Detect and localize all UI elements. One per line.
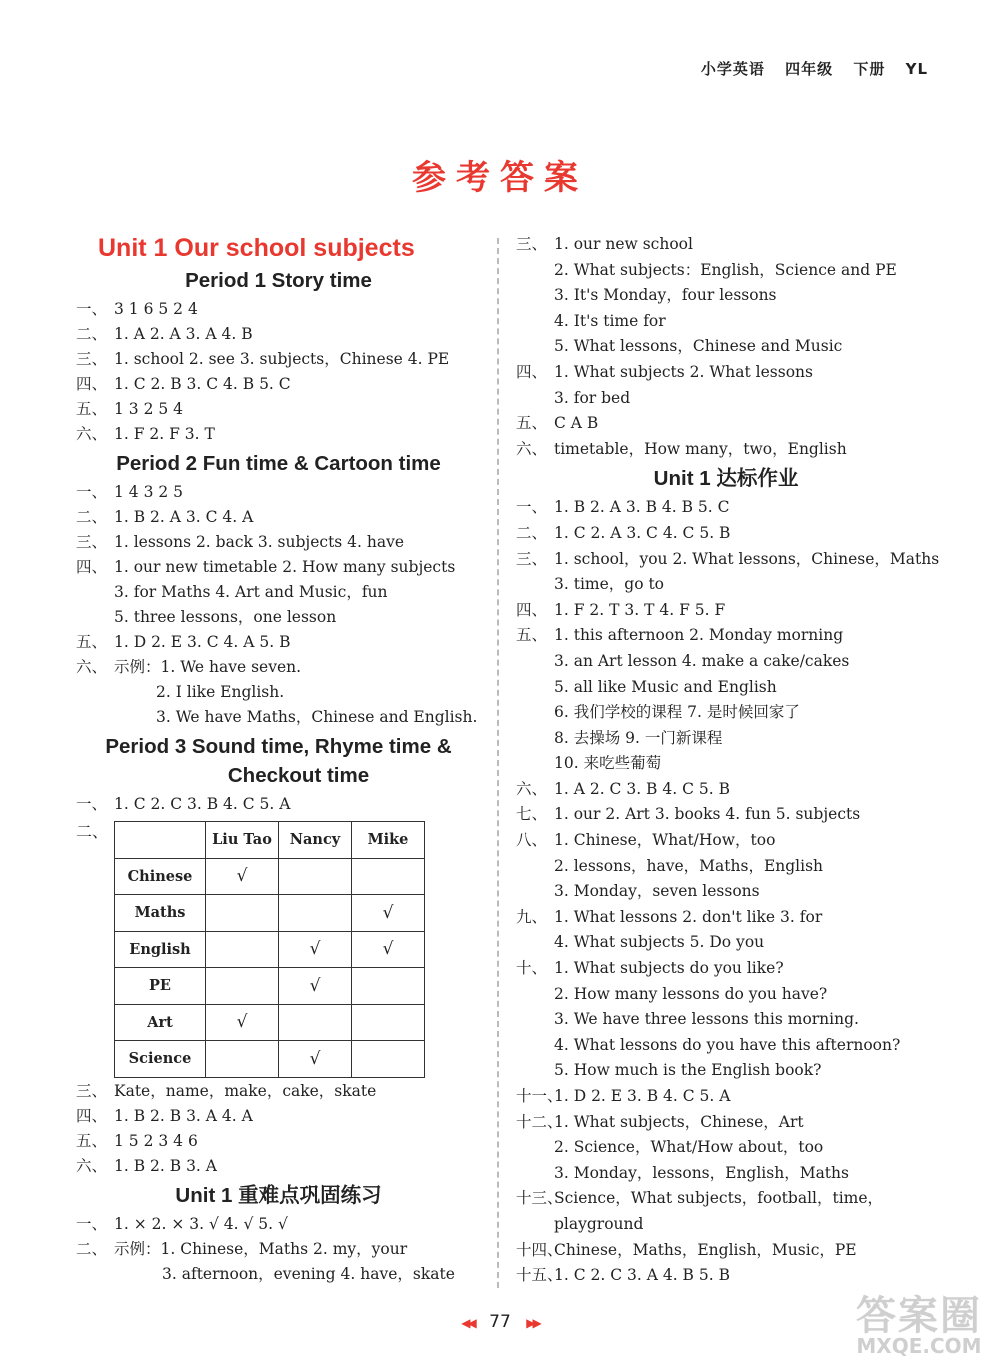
answer-text: 1. A 2. C 3. B 4. C 5. B <box>554 779 730 798</box>
answer-row <box>76 480 481 505</box>
table-header-cell <box>115 822 206 859</box>
answer-label: 五、 <box>76 400 108 418</box>
table-check-cell <box>352 1041 425 1078</box>
answer-row <box>76 372 481 397</box>
right-column <box>516 232 940 1289</box>
answer-row <box>516 751 936 777</box>
answer-label: 二、 <box>76 508 108 526</box>
answer-label: 一、 <box>516 498 548 517</box>
header-subject: 小学英语 <box>700 60 765 78</box>
answer-label: 一、 <box>76 300 108 318</box>
answer-text: 2. lessons，have，Maths，English <box>554 856 824 875</box>
answer-row <box>516 1135 936 1161</box>
answer-text: timetable，How many，two，English <box>554 439 847 458</box>
page-number <box>0 1312 1000 1332</box>
answer-label: 七、 <box>516 805 548 824</box>
answer-row <box>76 322 481 347</box>
answer-row <box>76 680 481 705</box>
watermark-line1: 答案圈 <box>856 1293 982 1339</box>
period1-title: Period 1 Story time <box>185 269 372 292</box>
header-volume: 下册 <box>853 60 886 78</box>
answer-text: 1. B 2. B 3. A <box>114 1157 217 1175</box>
header-grade: 四年级 <box>785 60 834 78</box>
answer-label: 三、 <box>76 533 108 551</box>
answer-row <box>76 422 481 447</box>
answer-text: 4. It's time for <box>554 311 666 330</box>
answer-row <box>76 580 481 605</box>
answer-row <box>516 334 936 360</box>
answer-label: 三、 <box>516 549 548 568</box>
answer-row <box>516 1110 936 1136</box>
table-check-cell: √ <box>206 1004 279 1041</box>
answer-row <box>516 879 936 905</box>
answer-label: 二、 <box>516 523 548 542</box>
answer-row <box>516 956 936 982</box>
answer-row <box>76 1079 481 1104</box>
watermark-logo <box>856 1293 982 1358</box>
answer-text: 1. this afternoon 2. Monday morning <box>554 626 844 645</box>
answer-text: playground <box>554 1214 644 1233</box>
table-row <box>115 931 425 968</box>
table-body <box>115 858 425 1077</box>
answer-text: 2. Science，What/How about，too <box>554 1138 824 1157</box>
answer-label: 六、 <box>516 779 548 798</box>
answer-text: 4. What subjects 5. Do you <box>554 933 765 952</box>
table-check-cell: √ <box>279 968 352 1005</box>
answer-text: C A B <box>554 414 599 433</box>
answer-text: 2. How many lessons do you have? <box>554 984 828 1003</box>
answer-text: 1. F 2. F 3. T <box>114 425 215 443</box>
table-row <box>115 895 425 932</box>
page-title: 参考答案 <box>412 158 588 198</box>
answer-label: 十一、 <box>516 1087 563 1105</box>
answer-text: 示例：1. We have seven. <box>114 658 302 676</box>
answer-row <box>516 547 940 573</box>
answer-text: 10. 来吃些葡萄 <box>554 754 662 773</box>
answer-label: 十、 <box>516 959 548 978</box>
table-header-row <box>115 822 425 859</box>
answer-text: 1. our new timetable 2. How many subjects <box>114 558 456 576</box>
answer-text: Chinese，Maths，English，Music，PE <box>554 1240 857 1259</box>
answer-text: 5. all like Music and English <box>554 677 777 696</box>
answer-text: 1. lessons 2. back 3. subjects 4. have <box>114 533 405 551</box>
answer-text: 3. afternoon，evening 4. have，skate <box>162 1265 455 1283</box>
page-number-text: 77 <box>489 1312 511 1332</box>
table-check-cell <box>352 1004 425 1041</box>
answer-text: 2. I like English. <box>156 683 285 701</box>
page-header <box>687 58 928 79</box>
answer-row <box>516 1263 936 1289</box>
answer-label: 三、 <box>76 1082 108 1100</box>
answer-label: 五、 <box>76 633 108 651</box>
answer-text: 1. C 2. B 3. C 4. B 5. C <box>114 375 291 393</box>
answer-text: 1. What subjects 2. What lessons <box>554 362 813 381</box>
watermark-line2: MXQE.COM <box>856 1334 982 1358</box>
answer-text: Kate，name，make，cake，skate <box>114 1082 377 1100</box>
column-divider <box>497 238 499 1288</box>
period3-title <box>76 732 481 790</box>
table-check-cell <box>206 895 279 932</box>
answer-row <box>516 802 936 828</box>
answer-row <box>516 777 936 803</box>
answer-label: 四、 <box>76 375 108 393</box>
answer-label: 五、 <box>516 626 548 645</box>
answer-label: 四、 <box>516 362 548 381</box>
period3-answers <box>76 1079 481 1179</box>
answer-row <box>76 705 481 730</box>
answer-text: 1. What lessons 2. don't like 3. for <box>554 907 823 926</box>
checkout-table <box>114 821 425 1078</box>
answer-text: 1. B 2. B 3. A 4. A <box>114 1107 253 1125</box>
answer-label: 二、 <box>76 822 109 841</box>
table-subject-cell: Chinese <box>115 858 206 895</box>
answer-label: 四、 <box>76 558 108 576</box>
unit-title: Unit 1 Our school subjects <box>98 234 415 262</box>
answer-text: 1 4 3 2 5 <box>114 483 184 501</box>
answer-row <box>516 700 936 726</box>
table-check-cell <box>352 858 425 895</box>
answer-label: 五、 <box>76 1132 108 1150</box>
answer-text: 示例：1. Chinese，Maths 2. my，your <box>114 1240 408 1258</box>
table-subject-cell: English <box>115 931 206 968</box>
answer-label: 十三、 <box>516 1189 563 1208</box>
table-check-cell: √ <box>352 895 425 932</box>
answer-label: 二、 <box>76 1240 108 1258</box>
answer-row <box>516 854 936 880</box>
answer-text: 3. We have Maths，Chinese and English. <box>156 708 478 726</box>
answer-text: 1. C 2. A 3. C 4. C 5. B <box>554 523 731 542</box>
answer-row <box>76 297 481 322</box>
review-answers <box>76 1212 481 1287</box>
answer-label: 六、 <box>76 1157 108 1175</box>
table-check-cell <box>352 968 425 1005</box>
period3-remaining-answers <box>516 232 936 462</box>
table-subject-cell: Maths <box>115 895 206 932</box>
answer-row <box>76 530 481 555</box>
test-answers <box>516 495 940 1288</box>
answer-row <box>516 1238 936 1264</box>
answer-text: 3. for Maths 4. Art and Music，fun <box>114 583 388 601</box>
next-arrows-icon: ▶▶ <box>526 1316 539 1330</box>
answer-row <box>76 792 481 817</box>
table-subject-cell: Science <box>115 1041 206 1078</box>
answer-text: 3. Monday，seven lessons <box>554 882 760 901</box>
answer-row <box>516 905 936 931</box>
answer-label: 五、 <box>516 414 548 433</box>
answer-row <box>516 982 936 1008</box>
answer-row <box>516 623 936 649</box>
answer-row <box>516 437 936 463</box>
answer-row <box>76 655 481 680</box>
table-check-cell: √ <box>352 931 425 968</box>
table-header-cell: Liu Tao <box>206 822 279 859</box>
table-check-cell <box>279 895 352 932</box>
period2-title: Period 2 Fun time & Cartoon time <box>116 452 441 475</box>
answer-text: 1. What subjects do you like? <box>554 959 784 978</box>
table-check-cell <box>206 968 279 1005</box>
answer-text: 3. Monday，lessons，English，Maths <box>554 1163 849 1182</box>
answer-text: 3 1 6 5 2 4 <box>114 300 198 318</box>
answer-row <box>516 675 936 701</box>
table-header-cell: Mike <box>352 822 425 859</box>
answer-text: 1. D 2. E 3. B 4. C 5. A <box>554 1087 731 1105</box>
answer-row <box>516 1033 936 1059</box>
table-check-cell <box>206 931 279 968</box>
answer-text: 3. It's Monday，four lessons <box>554 286 777 305</box>
answer-label: 十四、 <box>516 1240 563 1259</box>
answer-row <box>516 1212 936 1238</box>
period3-title-line1: Period 3 Sound time, Rhyme time & <box>105 735 452 758</box>
table-subject-cell: Art <box>115 1004 206 1041</box>
table-row <box>115 968 425 1005</box>
answer-text: 8. 去操场 9. 一门新课程 <box>554 728 723 747</box>
answer-row <box>516 572 936 598</box>
answer-row <box>516 930 936 956</box>
answer-text: 1 3 2 5 4 <box>114 400 184 418</box>
table-row <box>115 1004 425 1041</box>
answer-row <box>516 232 936 258</box>
answer-row <box>516 1084 936 1110</box>
answer-text: 1. What subjects，Chinese，Art <box>554 1112 804 1131</box>
table-row <box>115 858 425 895</box>
answer-row <box>516 495 936 521</box>
answer-row <box>516 283 936 309</box>
answer-row <box>76 1104 481 1129</box>
answer-text: 2. What subjects：English，Science and PE <box>554 260 897 279</box>
answer-row <box>516 649 936 675</box>
answer-text: 1. C 2. C 3. B 4. C 5. A <box>114 795 291 813</box>
answer-text: 1. A 2. A 3. A 4. B <box>114 325 253 343</box>
answer-row <box>76 1129 481 1154</box>
answer-row <box>76 605 481 630</box>
answer-row <box>76 505 481 530</box>
table-header-cell: Nancy <box>279 822 352 859</box>
answer-text: 1 5 2 3 4 6 <box>114 1132 198 1150</box>
answer-row <box>76 630 481 655</box>
answer-label: 二、 <box>76 325 108 343</box>
table-row <box>115 1041 425 1078</box>
answer-text: 1. school 2. see 3. subjects，Chinese 4. PE <box>114 350 450 368</box>
answer-row <box>76 1212 481 1237</box>
answer-row <box>516 1186 936 1212</box>
answer-label: 十五、 <box>516 1266 563 1285</box>
answer-text: 1. × 2. × 3. √ 4. √ 5. √ <box>114 1215 288 1233</box>
table-check-cell: √ <box>279 1041 352 1078</box>
answer-row <box>516 726 936 752</box>
answer-text: 6. 我们学校的课程 7. 是时候回家了 <box>554 703 800 722</box>
answer-text: 3. for bed <box>554 388 631 407</box>
answer-label: 一、 <box>76 795 108 813</box>
answer-row <box>76 397 481 422</box>
answer-row <box>516 258 936 284</box>
answer-row <box>516 521 936 547</box>
period3-title-line2: Checkout time <box>227 764 370 787</box>
answer-row <box>76 1237 481 1262</box>
answer-text: 3. time，go to <box>554 575 665 594</box>
answer-label: 九、 <box>516 907 548 926</box>
left-column <box>76 232 481 1287</box>
answer-row <box>516 386 936 412</box>
table-check-cell: √ <box>206 858 279 895</box>
answer-row <box>516 309 936 335</box>
answer-text: 1. Chinese，What/How，too <box>554 831 776 850</box>
table-check-cell <box>279 858 352 895</box>
answer-label: 三、 <box>516 235 548 253</box>
answer-text: 3. an Art lesson 4. make a cake/cakes <box>554 651 850 670</box>
answer-label: 三、 <box>76 350 108 368</box>
answer-row <box>516 360 936 386</box>
answer-label: 四、 <box>516 600 548 619</box>
review-title: Unit 1 重难点巩固练习 <box>175 1184 382 1207</box>
answer-label: 十二、 <box>516 1112 563 1131</box>
answer-text: 1. school，you 2. What lessons，Chinese，Maths <box>554 549 940 568</box>
answer-label: 六、 <box>516 439 548 458</box>
answer-row <box>76 1154 481 1179</box>
answer-text: 1. B 2. A 3. B 4. B 5. C <box>554 498 730 517</box>
answer-label: 一、 <box>76 1215 108 1233</box>
answer-row <box>76 555 481 580</box>
answer-text: 5. three lessons，one lesson <box>114 608 337 626</box>
answer-text: Science，What subjects，football，time， <box>554 1189 884 1208</box>
answer-row <box>516 598 936 624</box>
answer-row <box>76 1262 481 1287</box>
answer-text: 5. What lessons，Chinese and Music <box>554 337 843 356</box>
answer-row <box>516 411 936 437</box>
answer-label: 六、 <box>76 658 108 676</box>
answer-row <box>516 1058 936 1084</box>
answer-row <box>516 828 936 854</box>
answer-text: 1. B 2. A 3. C 4. A <box>114 508 254 526</box>
answer-text: 3. We have three lessons this morning. <box>554 1010 859 1029</box>
answer-text: 1. D 2. E 3. C 4. A 5. B <box>114 633 291 651</box>
answer-label: 六、 <box>76 425 108 443</box>
header-edition: YL <box>905 60 928 78</box>
answer-text: 5. How much is the English book? <box>554 1061 822 1080</box>
answer-text: 1. our 2. Art 3. books 4. fun 5. subjects <box>554 805 861 824</box>
answer-label: 一、 <box>76 483 108 501</box>
answer-text: 1. our new school <box>554 235 693 253</box>
table-check-cell <box>279 1004 352 1041</box>
table-subject-cell: PE <box>115 968 206 1005</box>
answer-row <box>516 1161 936 1187</box>
answer-row <box>76 347 481 372</box>
answer-label: 四、 <box>76 1107 108 1125</box>
table-section <box>76 817 481 1079</box>
period1-answers <box>76 297 481 447</box>
answer-text: 4. What lessons do you have this afternoon? <box>554 1035 901 1054</box>
period2-answers <box>76 480 481 730</box>
answer-text: 1. F 2. T 3. T 4. F 5. F <box>554 600 726 619</box>
answer-row <box>516 1007 936 1033</box>
test-title: Unit 1 达标作业 <box>653 467 799 491</box>
table-check-cell: √ <box>279 931 352 968</box>
table-check-cell <box>206 1041 279 1078</box>
answer-label: 八、 <box>516 831 548 850</box>
prev-arrows-icon: ◀◀ <box>461 1316 474 1330</box>
answer-text: 1. C 2. C 3. A 4. B 5. B <box>554 1266 730 1285</box>
